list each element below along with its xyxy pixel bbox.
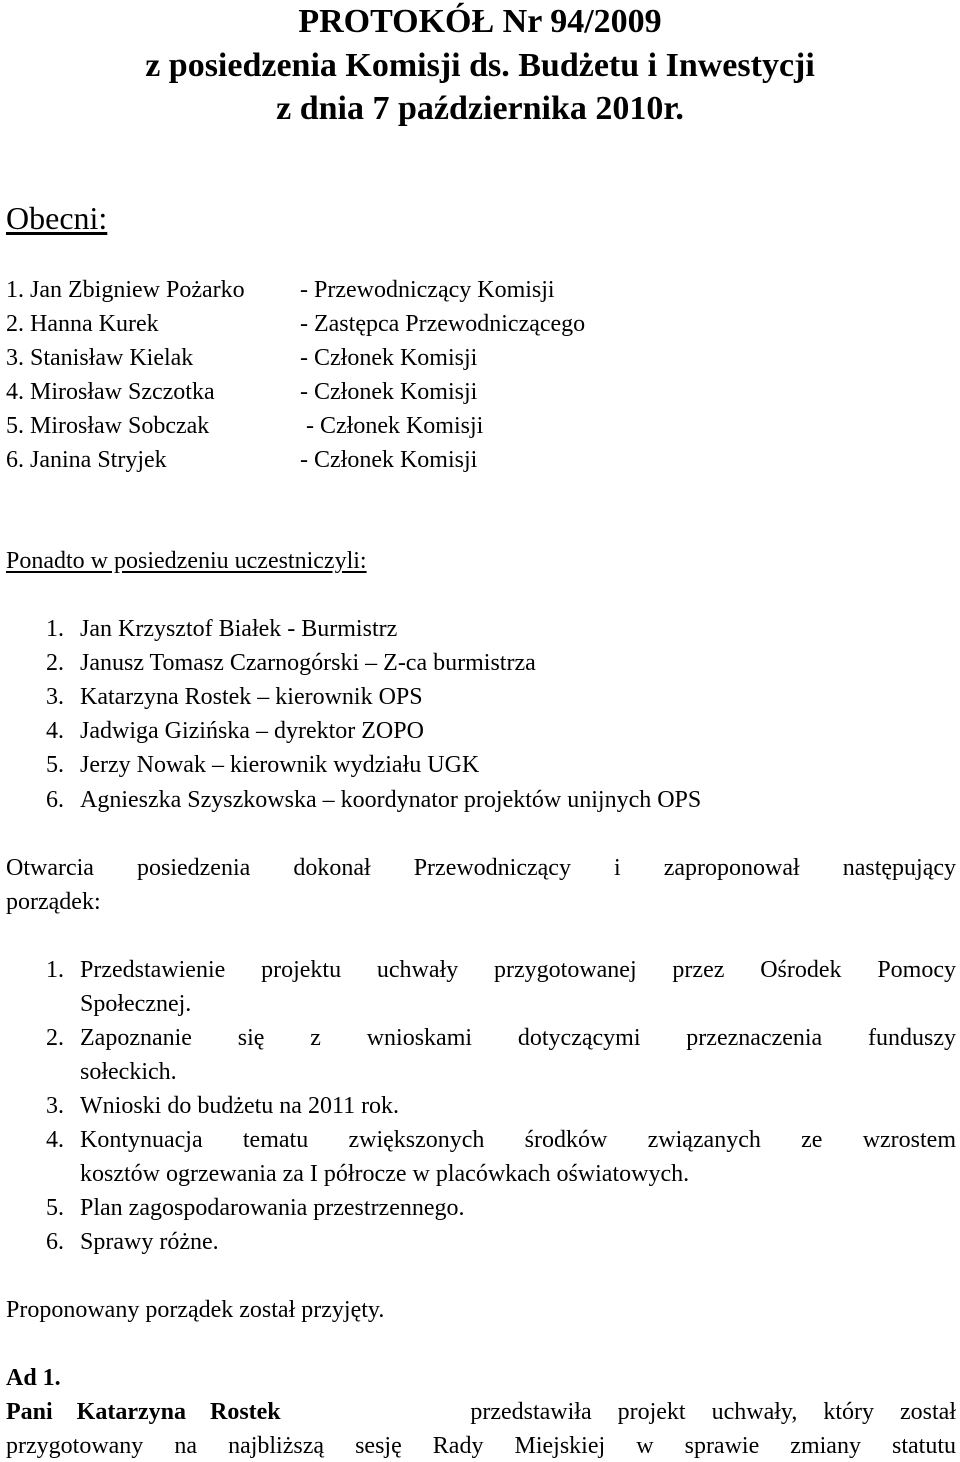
protocol-title: PROTOKÓŁ Nr 94/2009 xyxy=(298,3,662,40)
member-name: 6. Janina Stryjek xyxy=(6,447,167,473)
opening-paragraph-line: Otwarcia posiedzenia dokonał Przewodniczący i zaproponował następujący xyxy=(6,855,956,881)
member-name: 3. Stanisław Kielak xyxy=(6,345,194,371)
agenda-number: 6. xyxy=(46,1229,64,1255)
participant-number: 1. xyxy=(46,616,64,642)
speaker-name: Pani Katarzyna Rostek xyxy=(6,1399,281,1425)
agenda-number: 1. xyxy=(46,957,64,983)
member-name: 1. Jan Zbigniew Pożarko xyxy=(6,277,245,303)
agenda-item-text: kosztów ogrzewania za I półrocze w placówkach oświatowych. xyxy=(80,1161,690,1187)
participant-text: Jadwiga Gizińska – dyrektor ZOPO xyxy=(80,718,424,744)
participants-heading: Ponadto w posiedzeniu uczestniczyli: xyxy=(6,548,367,574)
agenda-item-text: Przedstawienie projektu uchwały przygotowanej przez Ośrodek Pomocy xyxy=(80,957,956,983)
participant-number: 6. xyxy=(46,787,64,813)
participant-number: 4. xyxy=(46,718,64,744)
member-name: 4. Mirosław Szczotka xyxy=(6,379,215,405)
member-role: - Członek Komisji xyxy=(300,447,478,473)
participant-text: Janusz Tomasz Czarnogórski – Z-ca burmistrza xyxy=(80,650,536,676)
protocol-subtitle: z posiedzenia Komisji ds. Budżetu i Inwestycji xyxy=(145,47,815,84)
present-heading: Obecni: xyxy=(6,200,108,236)
ad1-text: przedstawiła projekt uchwały, który został xyxy=(470,1399,956,1425)
member-role: - Zastępca Przewodniczącego xyxy=(300,311,586,337)
agenda-item-text: Wnioski do budżetu na 2011 rok. xyxy=(80,1093,400,1119)
agenda-number: 5. xyxy=(46,1195,64,1221)
agenda-item-text: sołeckich. xyxy=(80,1059,177,1085)
opening-paragraph-line: porządek: xyxy=(6,889,101,915)
participant-text: Agnieszka Szyszkowska – koordynator projektów unijnych OPS xyxy=(80,787,702,813)
ad1-paragraph-line xyxy=(6,1397,956,1427)
agenda-item-text: Plan zagospodarowania przestrzennego. xyxy=(80,1195,465,1221)
ad1-paragraph-line: przygotowany na najbliższą sesję Rady Miejskiej w sprawie zmiany statutu xyxy=(6,1433,956,1459)
member-name: 2. Hanna Kurek xyxy=(6,311,159,337)
ad1-heading: Ad 1. xyxy=(6,1365,61,1391)
participant-number: 3. xyxy=(46,684,64,710)
participant-text: Jan Krzysztof Białek - Burmistrz xyxy=(80,616,398,642)
participant-text: Katarzyna Rostek – kierownik OPS xyxy=(80,684,423,710)
member-role: - Członek Komisji xyxy=(300,379,478,405)
member-role: - Przewodniczący Komisji xyxy=(300,277,555,303)
member-role: - Członek Komisji xyxy=(300,345,478,371)
participant-number: 5. xyxy=(46,752,64,778)
participant-text: Jerzy Nowak – kierownik wydziału UGK xyxy=(80,752,480,778)
member-name: 5. Mirosław Sobczak xyxy=(6,413,210,439)
agenda-number: 3. xyxy=(46,1093,64,1119)
agenda-item-text: Kontynuacja tematu zwiększonych środków związanych ze wzrostem xyxy=(80,1127,956,1153)
agenda-item-text: Zapoznanie się z wnioskami dotyczącymi przeznaczenia funduszy xyxy=(80,1025,956,1051)
agenda-number: 2. xyxy=(46,1025,64,1051)
agenda-item-text: Sprawy różne. xyxy=(80,1229,219,1255)
agenda-accepted-text: Proponowany porządek został przyjęty. xyxy=(6,1297,385,1323)
agenda-number: 4. xyxy=(46,1127,64,1153)
protocol-date: z dnia 7 października 2010r. xyxy=(276,90,684,127)
participant-number: 2. xyxy=(46,650,64,676)
agenda-item-text: Społecznej. xyxy=(80,991,192,1017)
member-role: - Członek Komisji xyxy=(306,413,484,439)
